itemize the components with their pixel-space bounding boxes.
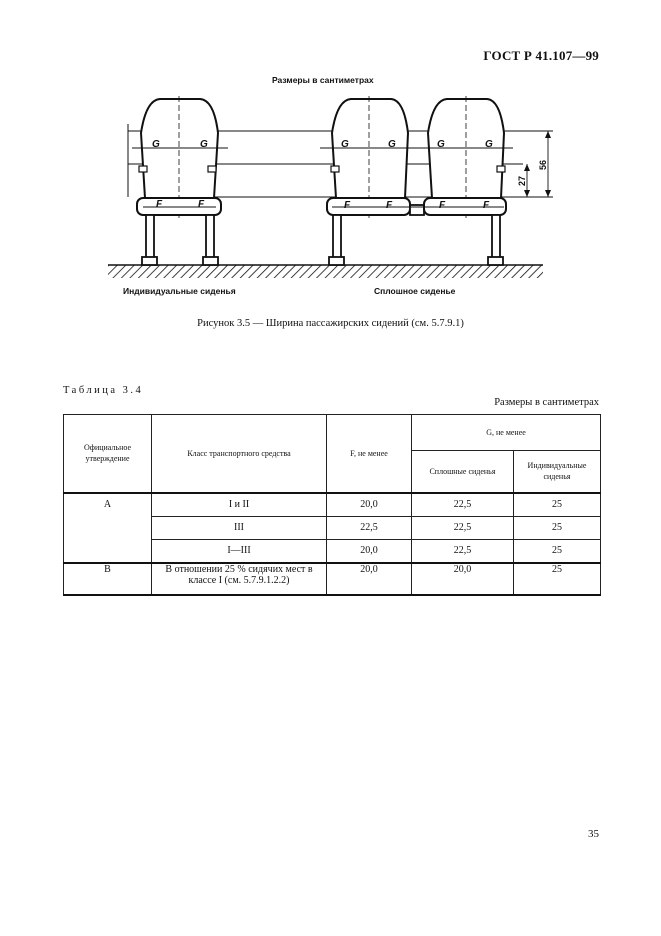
cell-f: 20,0 [327,493,412,517]
individual-seats-label: Индивидуальные сиденья [123,286,236,296]
table-row [64,563,601,595]
dim-f-label: F [344,200,351,211]
dim-g-label: G [437,139,445,150]
header-solid-seats: Сплошные сиденья [412,451,514,493]
header-f-min [327,415,412,493]
seat-width-figure [0,0,661,310]
figure-caption: Рисунок 3.5 — Ширина пассажирских сидений (см. 5.7.9.1) [197,318,464,329]
dim-f-label: F [483,200,490,211]
dim-g-label: G [485,139,493,150]
solid-seat [320,96,513,265]
dim-f-label: F [386,200,393,211]
ground-hatch [108,265,543,278]
cell-g-solid: 20,0 [412,563,514,595]
cell-approval: B [64,563,152,595]
cell-g-solid: 22,5 [412,493,514,517]
cell-class: I и II [152,493,327,517]
dim-f-label: F [198,199,205,210]
header-individual-seats: Индивидуальные сиденья [514,451,601,493]
standard-header: ГОСТ Р 41.107—99 [483,48,599,63]
header-official-approval: Официальное утверждение [64,415,152,493]
dim-g-label: G [341,139,349,150]
solid-seat-label: Сплошное сиденье [374,286,456,296]
dim-f-label: F [439,200,446,211]
cell-g-solid: 22,5 [412,516,514,539]
seat-width-table [63,414,601,596]
individual-seat [128,96,228,265]
cell-g-solid: 22,5 [412,539,514,563]
dim-f-label: F [156,199,163,210]
cell-f: 20,0 [327,539,412,563]
figure-units-title: Размеры в сантиметрах [272,75,374,85]
cell-g-individual: 25 [514,563,601,595]
cell-g-individual: 25 [514,516,601,539]
cell-g-individual: 25 [514,493,601,517]
header-g-min: G, не менее [412,415,601,451]
cell-f: 22,5 [327,516,412,539]
cell-approval: A [64,493,152,563]
cell-class: III [152,516,327,539]
dim-27-label: 27 [517,175,527,186]
dim-g-label: G [152,139,160,150]
header-vehicle-class: Класс транспортного средства [152,415,327,493]
cell-f: 20,0 [327,563,412,595]
cell-class: В отношении 25 % сидячих мест в классе I (см. 5.7.9.1.2.2) [152,563,327,595]
dim-g-label: G [388,139,396,150]
dim-g-label: G [200,139,208,150]
cell-g-individual: 25 [514,539,601,563]
table-units: Размеры в сантиметрах [494,397,599,408]
table-label: Таблица 3.4 [63,385,144,396]
header-f-text: F, не менее [350,448,388,458]
cell-class: I—III [152,539,327,563]
dim-56-label: 56 [538,159,548,170]
page-number: 35 [588,828,599,840]
table-row [64,493,601,517]
